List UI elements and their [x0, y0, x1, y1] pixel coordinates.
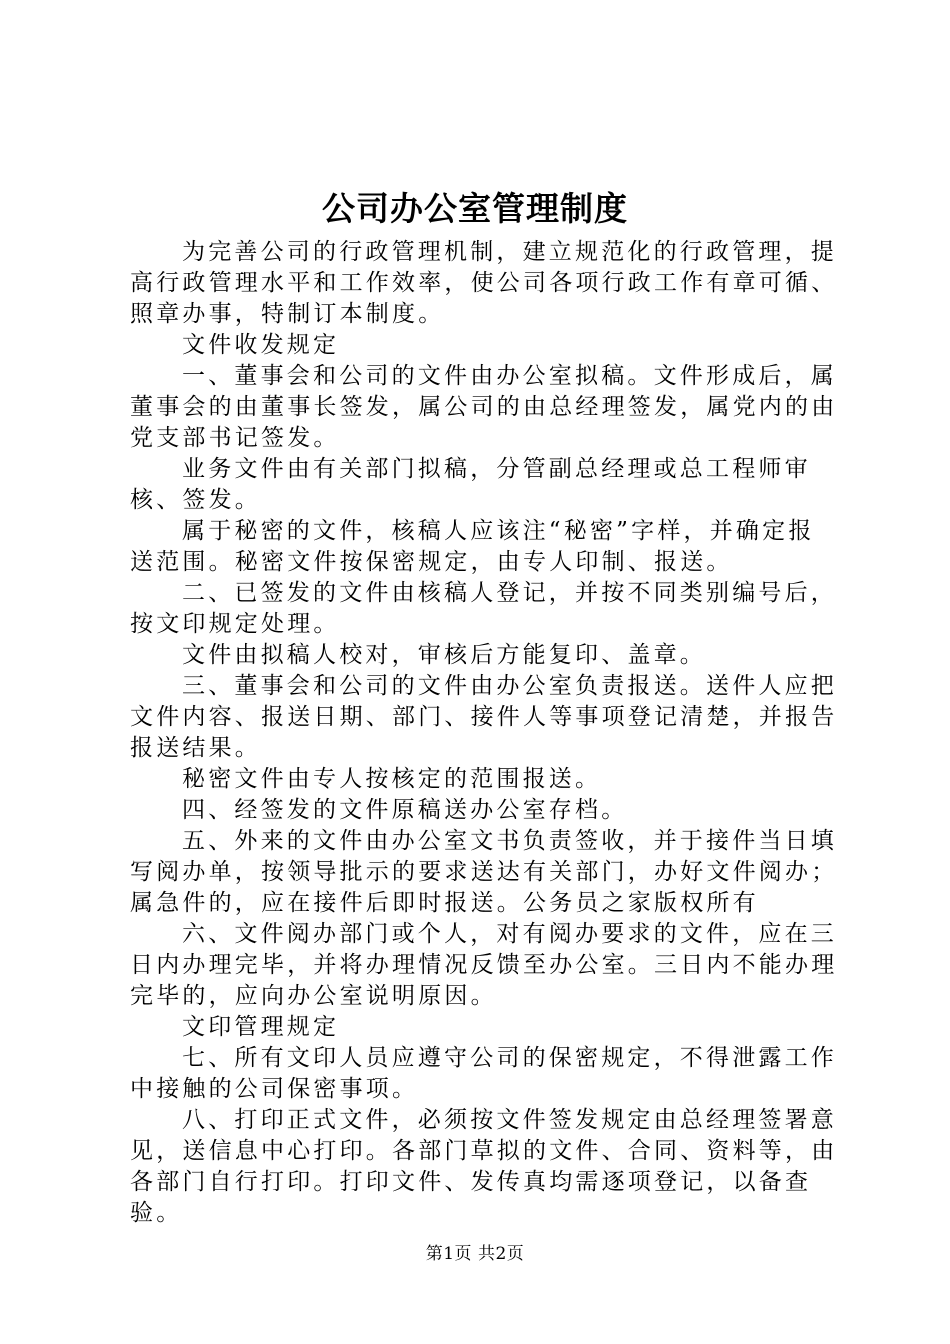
paragraph-item-3: 三、董事会和公司的文件由办公室负责报送。送件人应把文件内容、报送日期、部门、接件人等事项登记清楚，并报告报送结果。 — [130, 673, 838, 761]
paragraph-proofreading: 文件由拟稿人校对，审核后方能复印、盖章。 — [182, 642, 706, 668]
document-title: 公司办公室管理制度 — [322, 189, 628, 228]
paragraph-business-documents: 业务文件由有关部门拟稿，分管副总经理或总工程师审核、签发。 — [130, 456, 811, 513]
paragraph-item-5: 五、外来的文件由办公室文书负责签收，并于接件当日填写阅办单，按领导批示的要求送达有关部门，办好文件阅办；属急件的，应在接件后即时报送。公务员之家版权所有 — [130, 828, 838, 916]
paragraph-secret-documents: 属于秘密的文件，核稿人应该注“秘密”字样，并确定报送范围。秘密文件按保密规定，由专人印制、报送。 — [130, 518, 815, 575]
section-heading-document-handling: 文件收发规定 — [182, 332, 340, 358]
paragraph-item-7: 七、所有文印人员应遵守公司的保密规定，不得泄露工作中接触的公司保密事项。 — [130, 1045, 837, 1102]
paragraph-secret-delivery: 秘密文件由专人按核定的范围报送。 — [182, 766, 602, 792]
paragraph-item-6: 六、文件阅办部门或个人，对有阅办要求的文件，应在三日内办理完毕，并将办理情况反馈至办公室。三日内不能办理完毕的，应向办公室说明原因。 — [130, 921, 838, 1009]
paragraph-item-2: 二、已签发的文件由核稿人登记，并按不同类别编号后，按文印规定处理。 — [130, 580, 837, 637]
document-body — [130, 237, 840, 1229]
page-footer: 第1页 共2页 — [425, 1244, 525, 1264]
paragraph-item-4: 四、经签发的文件原稿送办公室存档。 — [182, 797, 628, 823]
section-heading-printing: 文印管理规定 — [182, 1014, 340, 1040]
paragraph-item-8: 八、打印正式文件，必须按文件签发规定由总经理签署意见，送信息中心打印。各部门草拟的文件、合同、资料等，由各部门自行打印。打印文件、发传真均需逐项登记，以备查验。 — [130, 1107, 838, 1226]
paragraph-intro: 为完善公司的行政管理机制，建立规范化的行政管理，提高行政管理水平和工作效率，使公司各项行政工作有章可循、照章办事，特制订本制度。 — [130, 239, 838, 327]
paragraph-item-1: 一、董事会和公司的文件由办公室拟稿。文件形成后，属董事会的由董事长签发，属公司的由总经理签发，属党内的由党支部书记签发。 — [130, 363, 838, 451]
